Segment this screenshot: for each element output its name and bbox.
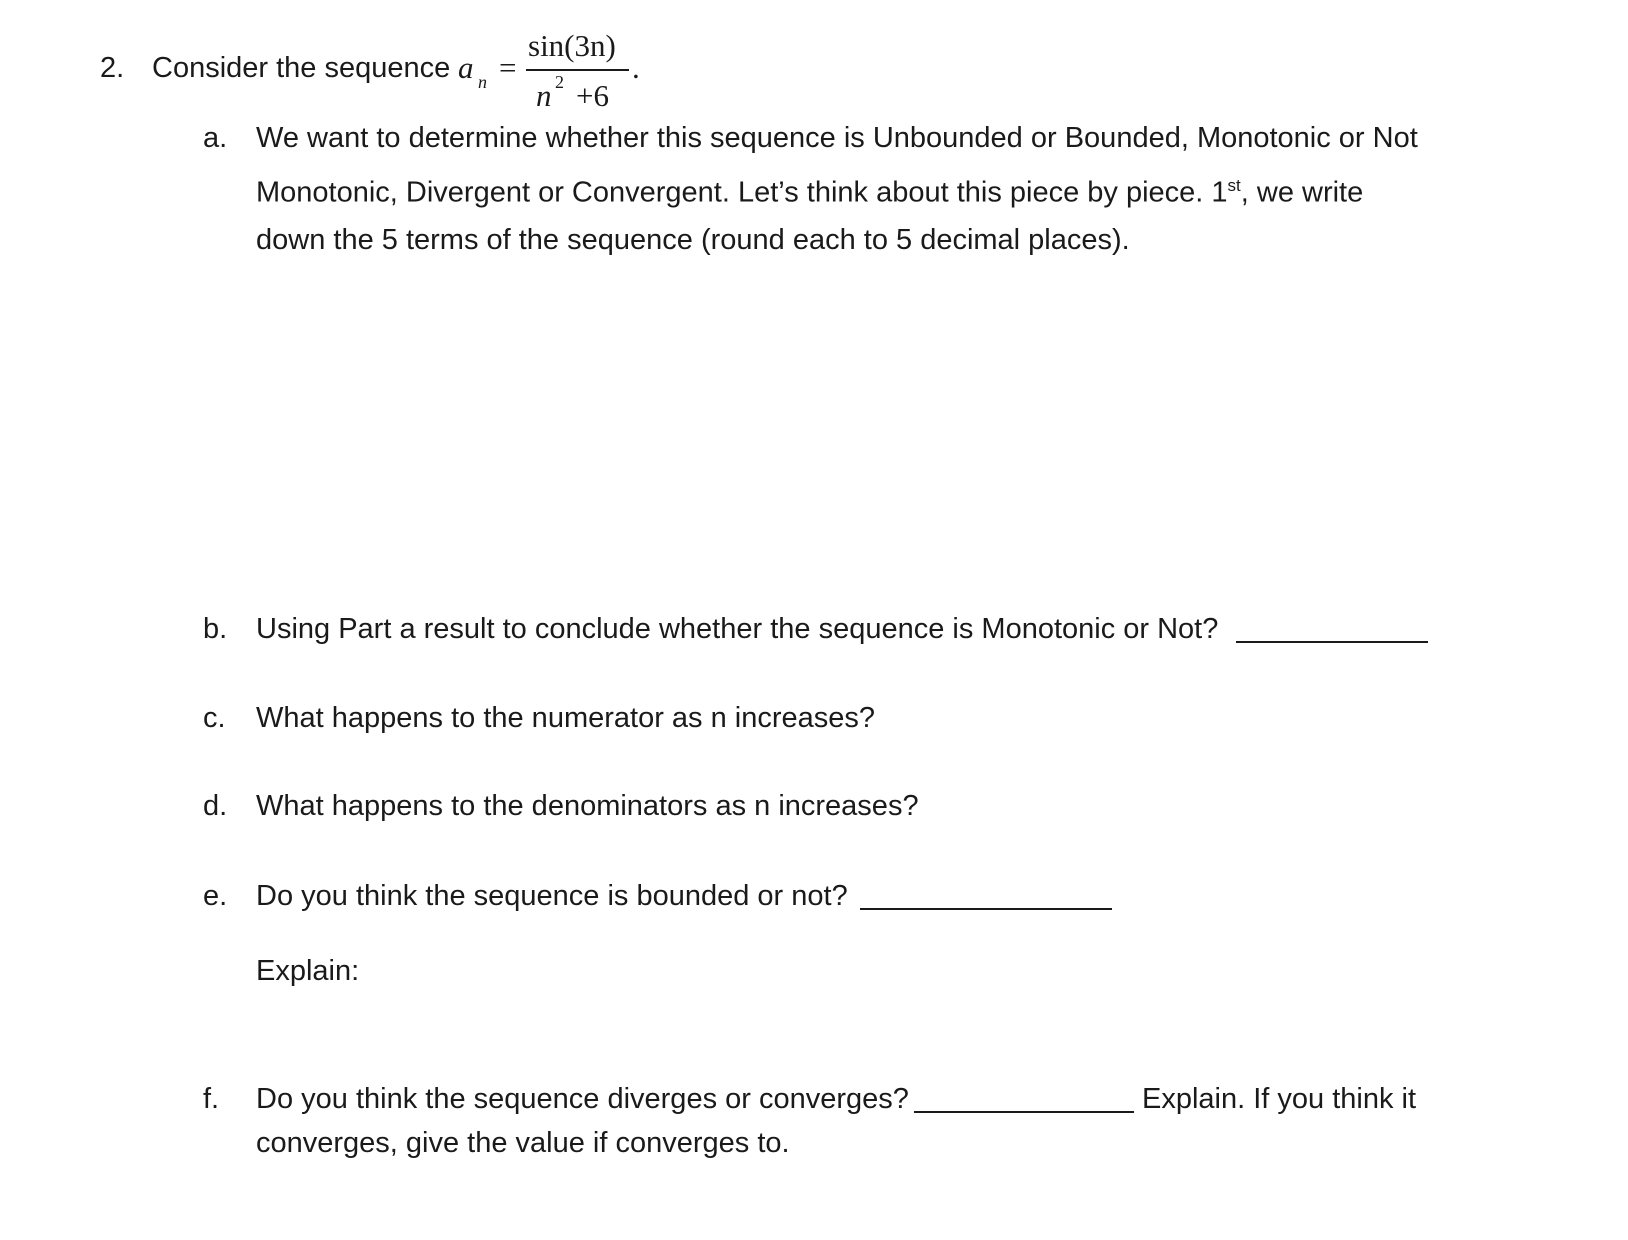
formula-denominator-rest: +6	[576, 78, 609, 113]
part-e-text: Do you think the sequence is bounded or not?	[256, 880, 848, 912]
part-e-explain-label: Explain:	[256, 955, 360, 987]
part-b-text: Using Part a result to conclude whether the sequence is Monotonic or Not?	[256, 613, 1219, 645]
part-c-label: c.	[203, 702, 226, 734]
part-f-answer-line[interactable]	[914, 1111, 1134, 1113]
part-a-text	[256, 115, 1418, 264]
part-a-line-1: We want to determine whether this sequence is Unbounded or Bounded, Monotonic or Not	[256, 122, 1418, 154]
part-d-text: What happens to the denominators as n increases?	[256, 790, 919, 822]
formula-lhs-subscript: n	[478, 72, 487, 92]
formula-numerator: sin(3n)	[528, 28, 616, 63]
part-b-label: b.	[203, 613, 228, 645]
formula-period: .	[632, 50, 640, 85]
part-a-line-3: down the 5 terms of the sequence (round each to 5 decimal places).	[256, 223, 1130, 256]
problem-intro: Consider the sequence	[152, 52, 451, 84]
part-b-answer-line[interactable]	[1236, 641, 1428, 643]
part-a-line-2-sup: st	[1227, 176, 1241, 195]
formula-denominator-base: n	[536, 78, 552, 113]
part-a-line-2-post: , we write	[1240, 176, 1364, 209]
part-c-text: What happens to the numerator as n increases?	[256, 702, 876, 734]
part-a-label: a.	[203, 122, 228, 154]
formula-equals: =	[499, 50, 517, 85]
formula-denominator-exponent: 2	[555, 72, 564, 92]
part-f-explain-text: Explain. If you think it	[1142, 1083, 1417, 1115]
part-f-line-2: converges, give the value if converges to.	[256, 1127, 790, 1159]
part-f-label: f.	[203, 1083, 220, 1115]
part-a-line-2-pre: Monotonic, Divergent or Convergent. Let’s think about this piece by piece. 1	[256, 176, 1228, 209]
part-a-line-2	[256, 162, 1418, 217]
part-e-label: e.	[203, 880, 228, 912]
part-f-text: Do you think the sequence diverges or converges?	[256, 1083, 909, 1115]
part-d-label: d.	[203, 790, 228, 822]
fraction-bar	[526, 69, 629, 71]
part-e-answer-line[interactable]	[860, 908, 1112, 910]
problem-number: 2.	[100, 52, 125, 84]
formula-lhs-var: a	[458, 50, 474, 85]
